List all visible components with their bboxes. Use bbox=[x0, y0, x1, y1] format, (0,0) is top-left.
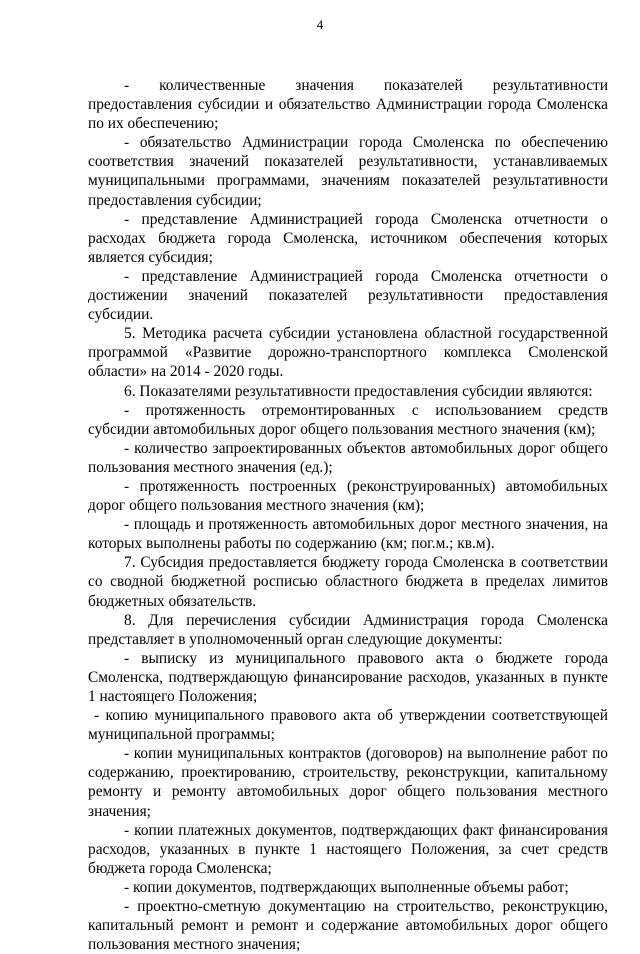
paragraph-9: - протяженность построенных (реконструированных) автомобильных дорог общего пользования местного значения (км); bbox=[88, 477, 608, 515]
paragraph-11: 7. Субсидия предоставляется бюджету города Смоленска в соответствии со сводной бюджетной росписью областного бюджета в пределах лимитов бюджетных обязательств. bbox=[88, 554, 608, 610]
paragraph-8: - количество запроектированных объектов автомобильных дорог общего пользования местного значения (ед.); bbox=[88, 439, 608, 476]
page-number: 4 bbox=[316, 17, 324, 32]
paragraph-18: - проектно-сметную документацию на строительство, реконструкцию, капитальный ремонт и ремонт и содержание автомобильных дорог общего пользования местного значения; bbox=[88, 898, 608, 954]
paragraph-16: - копии платежных документов, подтверждающих факт финансирования расходов, указанных в пункте 1 настоящего Положения, за счет средств бюджета города Смоленска; bbox=[88, 821, 608, 877]
paragraph-3: - представление Администрацией города Смоленска отчетности о расходах бюджета города Смоленска, источником обеспечения которых является субсидия; bbox=[88, 210, 608, 266]
paragraph-5: 5. Методика расчета субсидии установлена областной государственной программой «Развитие дорожно-транспортного комплекса Смоленской области» на 2014 - 2020 годы. bbox=[88, 325, 608, 381]
paragraph-6: 6. Показателями результативности предоставления субсидии являются: bbox=[124, 382, 593, 400]
paragraph-4: - представление Администрацией города Смоленска отчетности о достижении значений показателей результативности предоставления субсидии. bbox=[88, 267, 608, 324]
paragraph-14: - копию муниципального правового акта об утверждении соответствующей муниципальной программы; bbox=[88, 707, 608, 744]
document-body bbox=[88, 76, 608, 954]
paragraph-13: - выписку из муниципального правового акта о бюджете города Смоленска, подтверждающую финансирование расходов, указанных в пункте 1 настоящего Положения; bbox=[88, 649, 608, 705]
paragraph-1: - количественные значения показателей результативности предоставления субсидии и обязательство Администрации города Смоленска по их обеспечению; bbox=[88, 77, 608, 133]
paragraph-2: - обязательство Администрации города Смоленска по обеспечению соответствия значений показателей результативности, устанавливаемых муниципальными программами, значениям показателей результативности предоставления субсидии; bbox=[88, 134, 608, 209]
paragraph-17: - копии документов, подтверждающих выполненные объемы работ; bbox=[124, 878, 569, 896]
paragraph-15: - копии муниципальных контрактов (договоров) на выполнение работ по содержанию, проектированию, строительству, реконструкции, капитальному ремонту и ремонту автомобильных дорог общего пользования местного значения; bbox=[88, 745, 608, 820]
paragraph-7: - протяженность отремонтированных с использованием средств субсидии автомобильных дорог общего пользования местного значения (км); bbox=[88, 401, 608, 438]
paragraph-12: 8. Для перечисления субсидии Администрация города Смоленска представляет в уполномоченный орган следующие документы: bbox=[88, 611, 608, 648]
paragraph-10: - площадь и протяженность автомобильных дорог местного значения, на которых выполнены работы по содержанию (км; пог.м.; кв.м). bbox=[88, 516, 608, 553]
